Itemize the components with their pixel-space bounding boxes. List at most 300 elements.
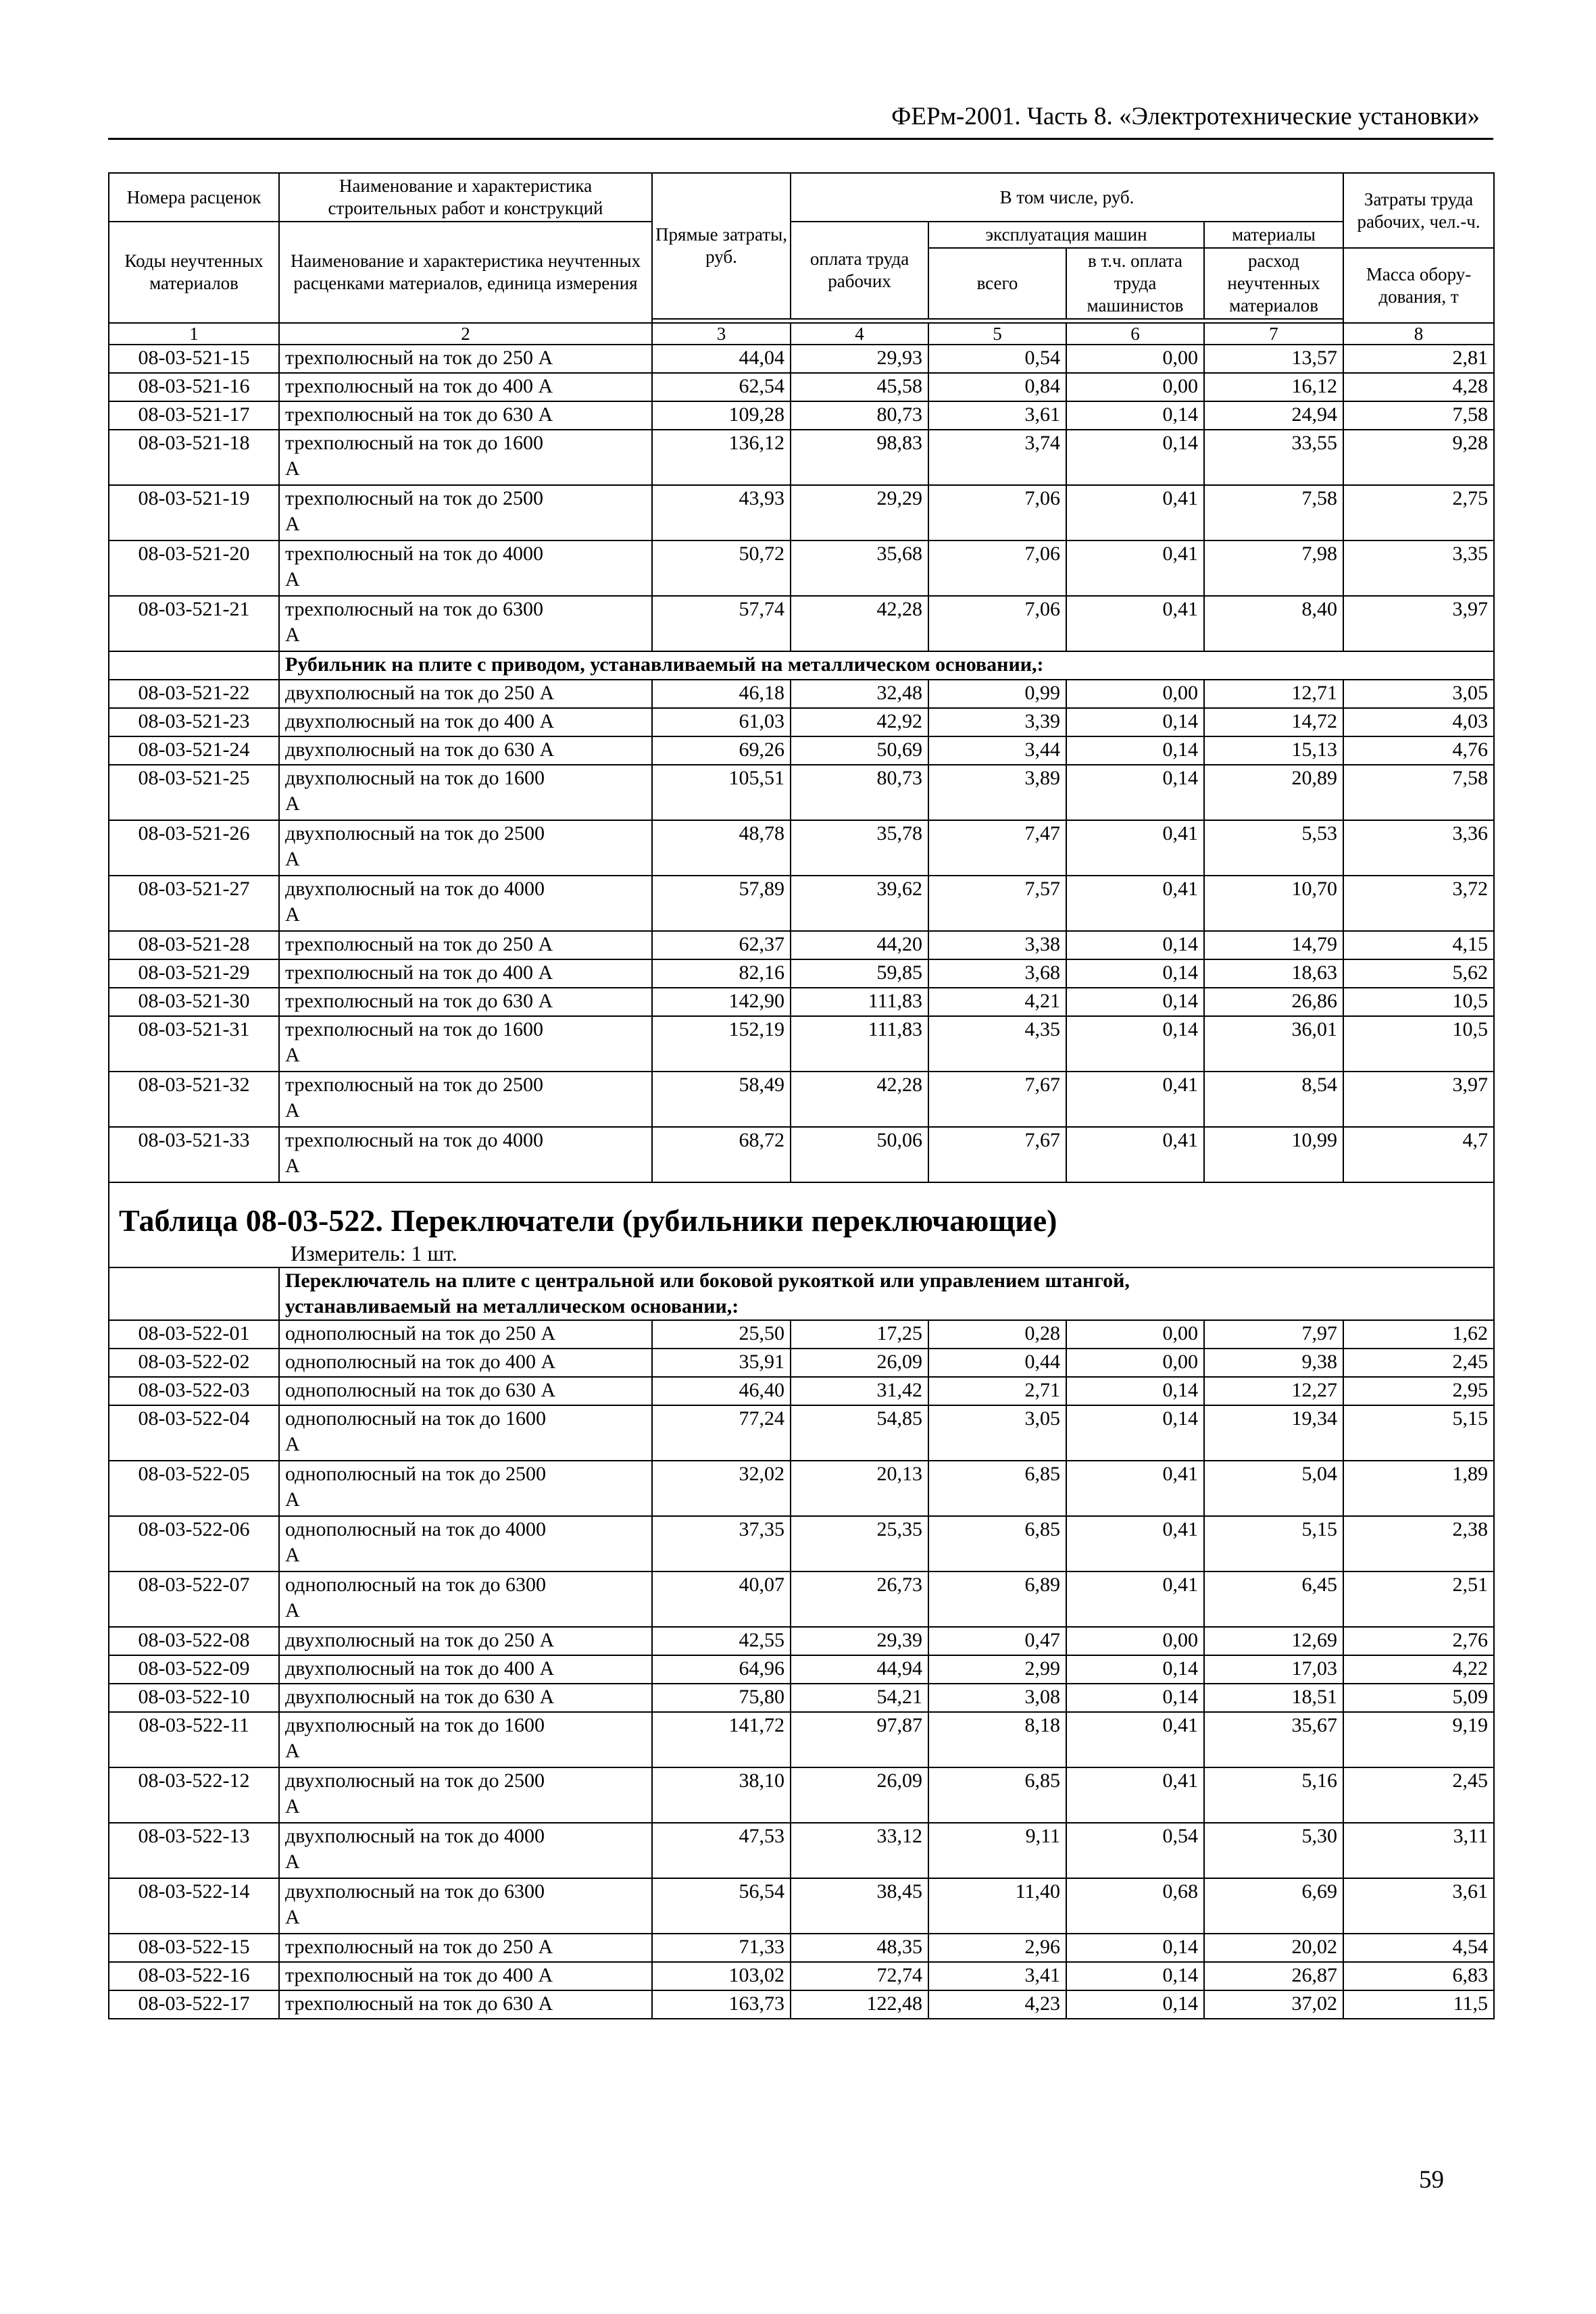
machines-total: 2,71 — [928, 1377, 1066, 1405]
direct-costs: 57,89 — [652, 876, 791, 931]
direct-costs: 46,40 — [652, 1377, 791, 1405]
direct-costs: 44,04 — [652, 345, 791, 373]
col5-header: всего — [928, 248, 1066, 319]
labor-pay: 50,06 — [791, 1127, 928, 1182]
machinists-pay: 0,14 — [1066, 708, 1204, 736]
direct-costs: 46,18 — [652, 680, 791, 708]
header-row-2 — [109, 222, 1494, 248]
section-heading: Рубильник на плите с приводом, устанавливаемый на металлическом основании,: — [279, 651, 1494, 680]
table-row — [109, 1627, 1494, 1655]
labor-hours: 6,83 — [1343, 1962, 1494, 1990]
rate-code: 08-03-522-01 — [109, 1320, 279, 1349]
col1-header-top: Номера расценок — [109, 173, 279, 222]
materials-cost: 35,67 — [1204, 1712, 1343, 1767]
labor-pay: 32,48 — [791, 680, 928, 708]
materials-cost: 20,02 — [1204, 1934, 1343, 1962]
machinists-pay: 0,14 — [1066, 736, 1204, 765]
labor-pay: 50,69 — [791, 736, 928, 765]
table-row — [109, 345, 1494, 373]
machinists-pay: 0,00 — [1066, 680, 1204, 708]
direct-costs: 71,33 — [652, 1934, 791, 1962]
work-name: трехполюсный на ток до 400 А — [279, 373, 652, 401]
labor-pay: 111,83 — [791, 988, 928, 1016]
labor-pay: 29,93 — [791, 345, 928, 373]
machines-total: 2,96 — [928, 1934, 1066, 1962]
labor-pay: 59,85 — [791, 959, 928, 988]
table-row — [109, 373, 1494, 401]
machinists-pay: 0,68 — [1066, 1878, 1204, 1934]
labor-hours: 4,28 — [1343, 373, 1494, 401]
labor-hours: 2,81 — [1343, 345, 1494, 373]
machinists-pay: 0,41 — [1066, 1072, 1204, 1127]
table-row — [109, 736, 1494, 765]
labor-hours: 2,45 — [1343, 1767, 1494, 1823]
table-row — [109, 1516, 1494, 1571]
direct-costs: 136,12 — [652, 430, 791, 485]
machinists-pay: 0,14 — [1066, 1405, 1204, 1461]
machinists-pay: 0,14 — [1066, 1016, 1204, 1072]
machines-total: 0,47 — [928, 1627, 1066, 1655]
machines-total: 3,74 — [928, 430, 1066, 485]
machinists-pay: 0,41 — [1066, 876, 1204, 931]
col4-header: оплата труда рабочих — [791, 222, 928, 319]
work-name: однополюсный на ток до 1600 А — [279, 1405, 652, 1461]
direct-costs: 43,93 — [652, 485, 791, 540]
materials-cost: 12,69 — [1204, 1627, 1343, 1655]
machines-total: 3,61 — [928, 401, 1066, 430]
labor-hours: 2,45 — [1343, 1349, 1494, 1377]
table-522-title-block — [109, 1182, 1494, 1320]
work-name: двухполюсный на ток до 400 А — [279, 708, 652, 736]
machinists-pay: 0,41 — [1066, 1571, 1204, 1627]
direct-costs: 58,49 — [652, 1072, 791, 1127]
machines-total: 4,23 — [928, 1990, 1066, 2019]
labor-hours: 1,89 — [1343, 1461, 1494, 1516]
work-name: двухполюсный на ток до 1600 А — [279, 1712, 652, 1767]
work-name: трехполюсный на ток до 630 А — [279, 401, 652, 430]
rate-code: 08-03-521-19 — [109, 485, 279, 540]
work-name: двухполюсный на ток до 6300 А — [279, 1878, 652, 1934]
work-name: трехполюсный на ток до 400 А — [279, 959, 652, 988]
labor-pay: 54,21 — [791, 1684, 928, 1712]
labor-pay: 72,74 — [791, 1962, 928, 1990]
labor-hours: 3,05 — [1343, 680, 1494, 708]
rate-code: 08-03-521-29 — [109, 959, 279, 988]
machines-total: 8,18 — [928, 1712, 1066, 1767]
materials-cost: 7,58 — [1204, 485, 1343, 540]
direct-costs: 57,74 — [652, 596, 791, 651]
rate-code: 08-03-521-25 — [109, 765, 279, 820]
work-name: трехполюсный на ток до 250 А — [279, 1934, 652, 1962]
materials-cost: 5,15 — [1204, 1516, 1343, 1571]
direct-costs: 68,72 — [652, 1127, 791, 1182]
machines-total: 2,99 — [928, 1655, 1066, 1684]
rates-table — [108, 172, 1495, 2019]
direct-costs: 38,10 — [652, 1767, 791, 1823]
rate-code: 08-03-522-04 — [109, 1405, 279, 1461]
rate-code: 08-03-521-23 — [109, 708, 279, 736]
group-header: В том числе, руб. — [791, 173, 1343, 222]
machinists-pay: 0,41 — [1066, 1461, 1204, 1516]
rate-code: 08-03-521-18 — [109, 430, 279, 485]
work-name: двухполюсный на ток до 250 А — [279, 680, 652, 708]
labor-pay: 122,48 — [791, 1990, 928, 2019]
rate-code: 08-03-522-16 — [109, 1962, 279, 1990]
labor-pay: 98,83 — [791, 430, 928, 485]
labor-hours: 2,38 — [1343, 1516, 1494, 1571]
table-row — [109, 1655, 1494, 1684]
work-name: трехполюсный на ток до 6300 А — [279, 596, 652, 651]
machinists-pay: 0,00 — [1066, 1320, 1204, 1349]
materials-cost: 37,02 — [1204, 1990, 1343, 2019]
labor-hours: 4,22 — [1343, 1655, 1494, 1684]
labor-hours: 3,61 — [1343, 1878, 1494, 1934]
machinists-pay: 0,14 — [1066, 1655, 1204, 1684]
work-name: двухполюсный на ток до 630 А — [279, 1684, 652, 1712]
labor-pay: 44,20 — [791, 931, 928, 959]
rate-code: 08-03-521-31 — [109, 1016, 279, 1072]
table-row — [109, 1405, 1494, 1461]
table-row — [109, 931, 1494, 959]
work-name: трехполюсный на ток до 250 А — [279, 345, 652, 373]
machinists-pay: 0,14 — [1066, 430, 1204, 485]
col1-header-bottom: Коды неучтенных материалов — [109, 222, 279, 323]
work-name: однополюсный на ток до 6300 А — [279, 1571, 652, 1627]
table-row — [109, 485, 1494, 540]
labor-pay: 26,09 — [791, 1767, 928, 1823]
table-row — [109, 1962, 1494, 1990]
labor-pay: 26,73 — [791, 1571, 928, 1627]
labor-hours: 3,35 — [1343, 540, 1494, 596]
rate-code: 08-03-521-17 — [109, 401, 279, 430]
section-b-rows — [109, 680, 1494, 1182]
labor-pay: 39,62 — [791, 876, 928, 931]
col7-header: расход неучтенных материалов — [1204, 248, 1343, 319]
machinists-pay: 0,41 — [1066, 485, 1204, 540]
machines-total: 7,06 — [928, 596, 1066, 651]
direct-costs: 48,78 — [652, 820, 791, 876]
direct-costs: 42,55 — [652, 1627, 791, 1655]
materials-cost: 16,12 — [1204, 373, 1343, 401]
machines-total: 7,57 — [928, 876, 1066, 931]
table-row — [109, 1072, 1494, 1127]
labor-hours: 9,19 — [1343, 1712, 1494, 1767]
labor-pay: 45,58 — [791, 373, 928, 401]
materials-cost: 19,34 — [1204, 1405, 1343, 1461]
work-name: двухполюсный на ток до 2500 А — [279, 1767, 652, 1823]
machines-total: 6,85 — [928, 1461, 1066, 1516]
direct-costs: 40,07 — [652, 1571, 791, 1627]
rate-code: 08-03-522-07 — [109, 1571, 279, 1627]
work-name: двухполюсный на ток до 4000 А — [279, 876, 652, 931]
work-name: однополюсный на ток до 400 А — [279, 1349, 652, 1377]
rate-code: 08-03-522-12 — [109, 1767, 279, 1823]
rate-code: 08-03-522-03 — [109, 1377, 279, 1405]
machinists-pay: 0,14 — [1066, 931, 1204, 959]
meter-line: Измеритель: 1 шт. — [291, 1241, 457, 1265]
rate-code: 08-03-522-10 — [109, 1684, 279, 1712]
materials-cost: 7,98 — [1204, 540, 1343, 596]
table-row — [109, 680, 1494, 708]
work-name: трехполюсный на ток до 630 А — [279, 988, 652, 1016]
rate-code: 08-03-521-15 — [109, 345, 279, 373]
materials-cost: 26,86 — [1204, 988, 1343, 1016]
labor-hours: 5,15 — [1343, 1405, 1494, 1461]
machines-total: 0,84 — [928, 373, 1066, 401]
section-heading-line-2: устанавливаемый на металлическом основании,: — [285, 1295, 739, 1317]
machinists-pay: 0,14 — [1066, 1377, 1204, 1405]
direct-costs: 56,54 — [652, 1878, 791, 1934]
labor-pay: 42,92 — [791, 708, 928, 736]
labor-pay: 31,42 — [791, 1377, 928, 1405]
labor-hours: 4,03 — [1343, 708, 1494, 736]
machinists-pay: 0,14 — [1066, 401, 1204, 430]
section-heading-row — [109, 651, 1494, 680]
labor-hours: 9,28 — [1343, 430, 1494, 485]
materials-cost: 10,99 — [1204, 1127, 1343, 1182]
machines-total: 0,54 — [928, 345, 1066, 373]
work-name: трехполюсный на ток до 630 А — [279, 1990, 652, 2019]
labor-hours: 1,62 — [1343, 1320, 1494, 1349]
materials-cost: 13,57 — [1204, 345, 1343, 373]
rate-code: 08-03-522-09 — [109, 1655, 279, 1684]
machinists-pay: 0,14 — [1066, 1990, 1204, 2019]
machines-total: 7,06 — [928, 540, 1066, 596]
machinists-pay: 0,00 — [1066, 345, 1204, 373]
rate-code: 08-03-521-33 — [109, 1127, 279, 1182]
table-row — [109, 1377, 1494, 1405]
rate-code: 08-03-521-16 — [109, 373, 279, 401]
rate-code: 08-03-522-15 — [109, 1934, 279, 1962]
machinists-pay: 0,41 — [1066, 1712, 1204, 1767]
direct-costs: 64,96 — [652, 1655, 791, 1684]
work-name: двухполюсный на ток до 4000 А — [279, 1823, 652, 1878]
table-row — [109, 596, 1494, 651]
labor-pay: 111,83 — [791, 1016, 928, 1072]
rate-code: 08-03-521-20 — [109, 540, 279, 596]
materials-cost: 5,04 — [1204, 1461, 1343, 1516]
labor-pay: 42,28 — [791, 596, 928, 651]
direct-costs: 141,72 — [652, 1712, 791, 1767]
machines-total: 7,47 — [928, 820, 1066, 876]
work-name: трехполюсный на ток до 4000 А — [279, 540, 652, 596]
machines-total: 6,85 — [928, 1767, 1066, 1823]
labor-hours: 5,09 — [1343, 1684, 1494, 1712]
table-row — [109, 1349, 1494, 1377]
direct-costs: 109,28 — [652, 401, 791, 430]
materials-cost: 12,27 — [1204, 1377, 1343, 1405]
machines-total: 7,06 — [928, 485, 1066, 540]
materials-cost: 8,54 — [1204, 1072, 1343, 1127]
work-name: трехполюсный на ток до 250 А — [279, 931, 652, 959]
table-title: Таблица 08-03-522. Переключатели (рубильники переключающие) — [119, 1203, 1057, 1238]
materials-cost: 14,79 — [1204, 931, 1343, 959]
materials-cost: 33,55 — [1204, 430, 1343, 485]
rate-code: 08-03-522-02 — [109, 1349, 279, 1377]
labor-pay: 80,73 — [791, 401, 928, 430]
machines-total: 0,99 — [928, 680, 1066, 708]
table-row — [109, 540, 1494, 596]
table-row — [109, 1684, 1494, 1712]
labor-hours: 2,51 — [1343, 1571, 1494, 1627]
direct-costs: 50,72 — [652, 540, 791, 596]
rate-code: 08-03-522-05 — [109, 1461, 279, 1516]
head-rule — [108, 138, 1493, 140]
labor-hours: 4,15 — [1343, 931, 1494, 959]
machinists-pay: 0,41 — [1066, 1127, 1204, 1182]
table-row — [109, 1767, 1494, 1823]
materials-cost: 20,89 — [1204, 765, 1343, 820]
col2-header-top: Наименование и характеристика строительных работ и конструкций — [279, 173, 652, 222]
direct-costs: 82,16 — [652, 959, 791, 988]
direct-costs: 75,80 — [652, 1684, 791, 1712]
labor-hours: 11,5 — [1343, 1990, 1494, 2019]
machinists-pay: 0,14 — [1066, 1962, 1204, 1990]
direct-costs: 32,02 — [652, 1461, 791, 1516]
machinists-pay: 0,14 — [1066, 988, 1204, 1016]
labor-pay: 29,29 — [791, 485, 928, 540]
labor-pay: 42,28 — [791, 1072, 928, 1127]
labor-pay: 29,39 — [791, 1627, 928, 1655]
machinists-pay: 0,14 — [1066, 1934, 1204, 1962]
table-row — [109, 765, 1494, 820]
direct-costs: 69,26 — [652, 736, 791, 765]
labor-pay: 38,45 — [791, 1878, 928, 1934]
machinists-pay: 0,41 — [1066, 1767, 1204, 1823]
rate-code: 08-03-521-24 — [109, 736, 279, 765]
table-row — [109, 1320, 1494, 1349]
materials-cost: 26,87 — [1204, 1962, 1343, 1990]
section-a-rows — [109, 345, 1494, 651]
materials-cost: 18,51 — [1204, 1684, 1343, 1712]
direct-costs: 62,54 — [652, 373, 791, 401]
materials-cost: 9,38 — [1204, 1349, 1343, 1377]
machines-total: 3,38 — [928, 931, 1066, 959]
labor-pay: 33,12 — [791, 1823, 928, 1878]
rate-code: 08-03-521-21 — [109, 596, 279, 651]
table-row — [109, 1712, 1494, 1767]
table-row — [109, 1823, 1494, 1878]
machines-total: 6,89 — [928, 1571, 1066, 1627]
materials-cost: 10,70 — [1204, 876, 1343, 931]
materials-cost: 24,94 — [1204, 401, 1343, 430]
labor-hours: 4,76 — [1343, 736, 1494, 765]
machines-total: 3,68 — [928, 959, 1066, 988]
rate-code: 08-03-522-11 — [109, 1712, 279, 1767]
labor-pay: 35,78 — [791, 820, 928, 876]
table-row — [109, 1461, 1494, 1516]
machines-total: 4,21 — [928, 988, 1066, 1016]
section-heading-line-1: Переключатель на плите с центральной или боковой рукояткой или управлением штангой, — [285, 1269, 1130, 1292]
machines-total: 3,05 — [928, 1405, 1066, 1461]
table-row — [109, 401, 1494, 430]
materials-cost: 36,01 — [1204, 1016, 1343, 1072]
machinists-pay: 0,41 — [1066, 820, 1204, 876]
col3-header: Прямые затраты, руб. — [652, 173, 791, 319]
labor-hours: 3,36 — [1343, 820, 1494, 876]
machines-total: 7,67 — [928, 1127, 1066, 1182]
rate-code: 08-03-522-14 — [109, 1878, 279, 1934]
table-row — [109, 1878, 1494, 1934]
machines-total: 3,41 — [928, 1962, 1066, 1990]
page-number: 59 — [1419, 2166, 1444, 2194]
col8-header-bottom: Масса обору-дования, т — [1343, 248, 1494, 323]
machines-header: эксплуатация машин — [928, 222, 1204, 248]
work-name: трехполюсный на ток до 4000 А — [279, 1127, 652, 1182]
labor-hours: 7,58 — [1343, 765, 1494, 820]
labor-pay: 20,13 — [791, 1461, 928, 1516]
direct-costs: 152,19 — [652, 1016, 791, 1072]
rate-code: 08-03-522-06 — [109, 1516, 279, 1571]
labor-pay: 17,25 — [791, 1320, 928, 1349]
machinists-pay: 0,41 — [1066, 540, 1204, 596]
direct-costs: 35,91 — [652, 1349, 791, 1377]
machines-total: 0,28 — [928, 1320, 1066, 1349]
table-row — [109, 430, 1494, 485]
direct-costs: 62,37 — [652, 931, 791, 959]
labor-hours: 2,75 — [1343, 485, 1494, 540]
table-row — [109, 959, 1494, 988]
table-522-title-row — [109, 1182, 1494, 1267]
labor-hours: 7,58 — [1343, 401, 1494, 430]
rate-code: 08-03-521-30 — [109, 988, 279, 1016]
work-name: однополюсный на ток до 630 А — [279, 1377, 652, 1405]
machines-total: 4,35 — [928, 1016, 1066, 1072]
materials-cost: 17,03 — [1204, 1655, 1343, 1684]
direct-costs: 142,90 — [652, 988, 791, 1016]
table-row — [109, 1934, 1494, 1962]
work-name: трехполюсный на ток до 2500 А — [279, 1072, 652, 1127]
rate-code: 08-03-521-26 — [109, 820, 279, 876]
labor-pay: 54,85 — [791, 1405, 928, 1461]
table-row — [109, 1571, 1494, 1627]
table-row — [109, 988, 1494, 1016]
work-name: однополюсный на ток до 4000 А — [279, 1516, 652, 1571]
work-name: однополюсный на ток до 250 А — [279, 1320, 652, 1349]
materials-cost: 15,13 — [1204, 736, 1343, 765]
rate-code: 08-03-521-22 — [109, 680, 279, 708]
direct-costs: 61,03 — [652, 708, 791, 736]
direct-costs: 47,53 — [652, 1823, 791, 1878]
labor-pay: 48,35 — [791, 1934, 928, 1962]
header-row-1 — [109, 173, 1494, 222]
machines-total: 6,85 — [928, 1516, 1066, 1571]
machines-total: 3,39 — [928, 708, 1066, 736]
materials-cost: 6,45 — [1204, 1571, 1343, 1627]
machinists-pay: 0,14 — [1066, 959, 1204, 988]
machinists-pay: 0,00 — [1066, 373, 1204, 401]
materials-cost: 14,72 — [1204, 708, 1343, 736]
materials-cost: 5,30 — [1204, 1823, 1343, 1878]
work-name: двухполюсный на ток до 1600 А — [279, 765, 652, 820]
work-name: трехполюсный на ток до 1600 А — [279, 430, 652, 485]
work-name: двухполюсный на ток до 2500 А — [279, 820, 652, 876]
machines-total: 11,40 — [928, 1878, 1066, 1934]
labor-pay: 80,73 — [791, 765, 928, 820]
labor-hours: 4,7 — [1343, 1127, 1494, 1182]
work-name: трехполюсный на ток до 400 А — [279, 1962, 652, 1990]
table-522-rows — [109, 1320, 1494, 2019]
labor-pay: 26,09 — [791, 1349, 928, 1377]
rate-code: 08-03-521-28 — [109, 931, 279, 959]
labor-hours: 3,72 — [1343, 876, 1494, 931]
machines-total: 3,08 — [928, 1684, 1066, 1712]
labor-pay: 35,68 — [791, 540, 928, 596]
machinists-pay: 0,00 — [1066, 1349, 1204, 1377]
rate-code: 08-03-522-08 — [109, 1627, 279, 1655]
work-name: трехполюсный на ток до 2500 А — [279, 485, 652, 540]
direct-costs: 77,24 — [652, 1405, 791, 1461]
